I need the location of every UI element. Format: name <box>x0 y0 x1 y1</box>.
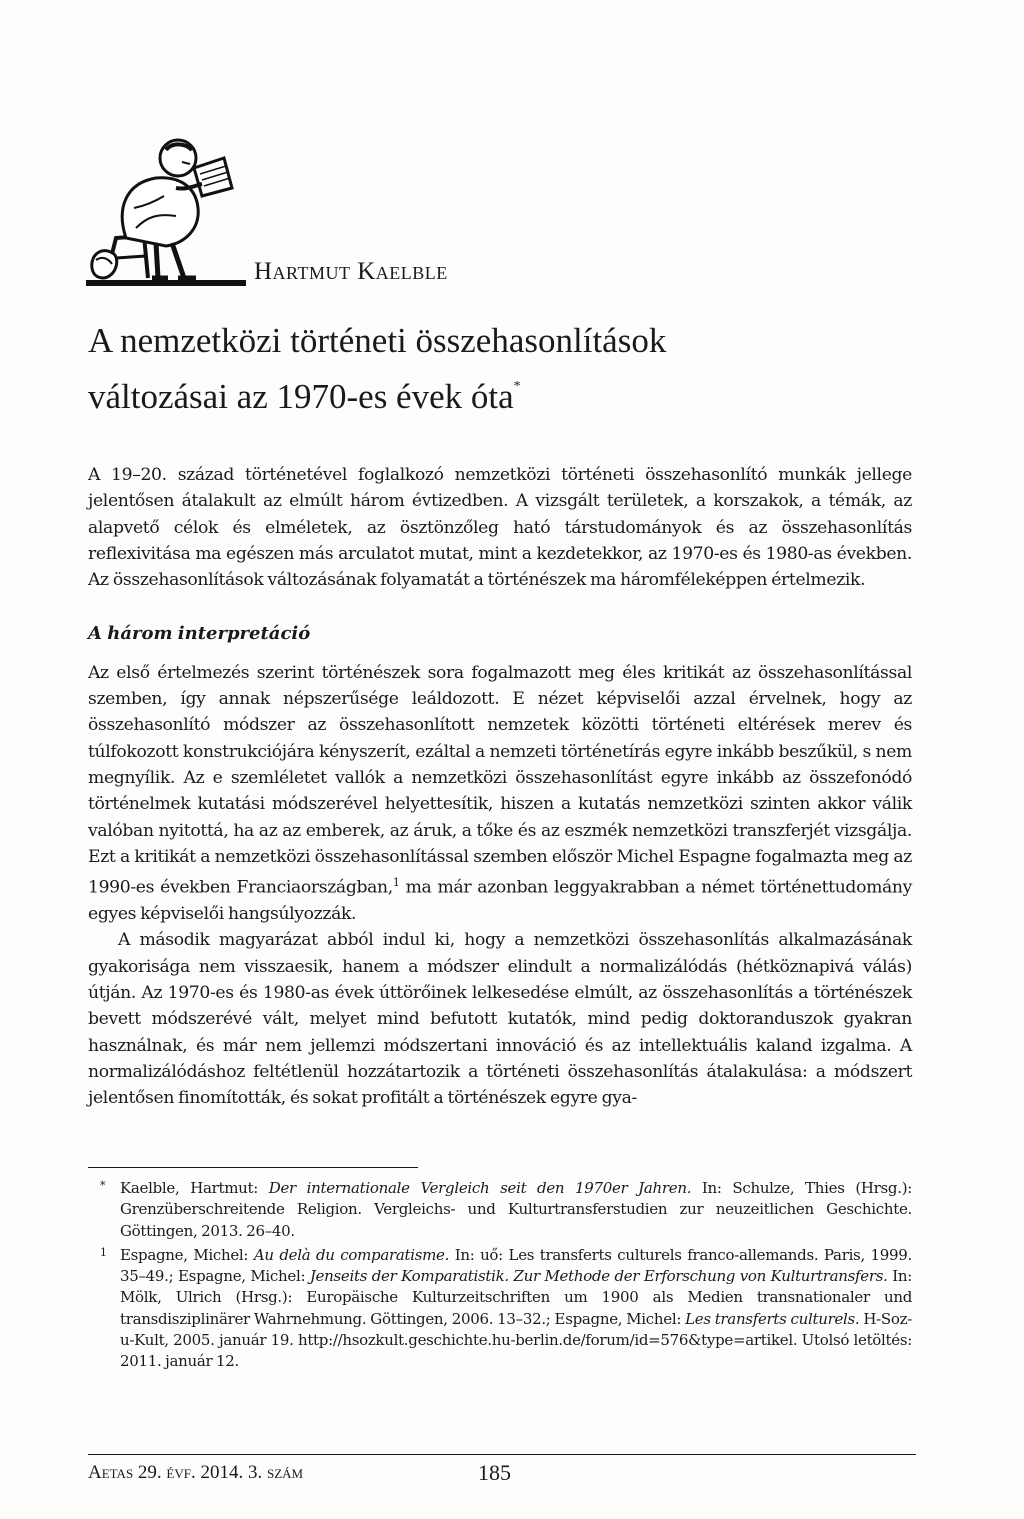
article-title-line1: A nemzetközi történeti összehasonlítások <box>88 321 667 360</box>
footnote-separator <box>88 1167 418 1168</box>
body-paragraph-2: A második magyarázat abból indul ki, hogy a nemzetközi összehasonlítás alkalmazásának gyakorisága nem visszaesik, hanem a módszer elindult a normalizálódás (hétköznapivá válás) útján. Az 1970-es és 1980-as évek úttörőinek lelkesedése elmúlt, az összehasonlítás a történészek bevett módszerévé vált, melyet mind befutott kutatók, mind pedig doktoranduszok gyakran használnak, és már nem jellemzi módszertani innováció és az intellektuális kaland izgalma. A normalizálódáshoz feltétlenül hozzátartozik a történeti összehasonlítás átalakulása: a módszert jelentősen finomították, és sokat profitált a történészek egyre gya- <box>88 930 912 1109</box>
footnote-1 <box>100 1245 912 1373</box>
body-paragraph-1-text: Az első értelmezés szerint történészek sora fogalmazott meg éles kritikát az összehasonlítással szemben, így annak népszerűsége leáldozott. E nézet képviselői azzal érvelnek, hogy az összehasonlító módszer az összehasonlított nemzetek közötti történeti eltérések merev és túlfokozott konstrukciójára kényszerít, ezáltal a nemzeti történetírás egyre inkább beszűkül, s nem megnyílik. Az e szemléletet vallók a nemzetközi összehasonlítást egyre inkább az összefonódó történelmek kutatási módszerével helyettesítik, hiszen a kutatás nemzetközi szinten akkor válik valóban nyitottá, ha az az emberek, az áruk, a tőke és az eszmék nemzetközi transzferjét vizsgálja. Ezt a kritikát a nemzetközi összehasonlítással szemben először Michel Espagne fogalmazta meg az 1990-es években Franciaországban, <box>88 662 912 898</box>
journal-citation-text: Aetas 29. évf. 2014. 3. szám <box>88 1462 304 1483</box>
footnote-1-b: Au delà du comparatisme. <box>253 1245 450 1264</box>
footnote-star-mark: * <box>100 1179 106 1192</box>
footnote-1-mark: 1 <box>100 1245 107 1259</box>
body-paragraph-1-end: ma már azonban leggyakrabban a német történettudomány egyes képviselői hangsúlyozzák. <box>88 877 912 925</box>
author-name-text: Hartmut Kaelble <box>254 258 448 285</box>
footnotes <box>100 1178 912 1376</box>
journal-citation <box>88 1462 303 1484</box>
section-heading: A három interpretáció <box>88 623 311 645</box>
page-number: 185 <box>478 1460 511 1485</box>
footnote-star-c: In: Schulze, Thies (Hrsg.): Grenzüberschreitende Religion. Vergleichs- und Kulturtransferstudien zur neuzeitlichen Geschichte. Göttingen, 2013. 26–40. <box>120 1179 913 1240</box>
footnote-1-e: In: Mölk, Ulrich (Hrsg.): Europäische Kulturzeitschriften um 1900 als Medien transnationaler und transdisziplinärer Wahrnehmung. Göttingen, 2006. 13–32.; Espagne, Michel: <box>120 1267 912 1328</box>
journal-logo-reading-man-icon <box>86 128 246 290</box>
footnote-1-c: In: uő: Les transferts culturels franco-allemands. Paris, 1999. 35–49.; Espagne, Michel: <box>120 1245 912 1286</box>
footnote-ref-1: 1 <box>392 876 400 890</box>
author-name <box>254 258 448 286</box>
footnote-1-f: Les transferts culturels. <box>685 1309 860 1328</box>
footnote-star <box>100 1178 912 1242</box>
footnote-1-a: Espagne, Michel: <box>120 1245 254 1264</box>
body-paragraph-1 <box>88 660 912 928</box>
article-title <box>88 318 938 420</box>
title-footnote-marker: * <box>513 379 521 394</box>
footnote-star-b: Der internationale Vergleich seit den 1970er Jahren. <box>268 1179 692 1197</box>
footnote-star-a: Kaelble, Hartmut: <box>120 1179 269 1197</box>
footer-separator <box>88 1454 916 1455</box>
article-title-line2: változásai az 1970-es évek óta <box>88 377 514 416</box>
article-body <box>88 462 912 1112</box>
footnote-1-d: Jenseits der Komparatistik. Zur Methode der Erforschung von Kulturtransfers. <box>309 1267 888 1286</box>
intro-paragraph: A 19–20. század történetével foglalkozó nemzetközi történeti összehasonlító munkák jellege jelentősen átalakult az elmúlt három évtizedben. A vizsgált területek, a korszakok, a témák, az alapvető célok és elméletek, az ösztönzőleg ható társtudományok és az összehasonlítás reflexivitása ma egészen más arculatot mutat, mint a kezdetekkor, az 1970-es és 1980-as években. Az összehasonlítások változásának folyamatát a történészek ma háromféleképpen értelmezik. <box>88 465 912 591</box>
footnote-1-g: H-Soz-u-Kult, 2005. január 19. http://hsozkult.geschichte.hu-berlin.de/forum/id=576&type=artikel. Utolsó letöltés: 2011. január 12. <box>120 1309 913 1371</box>
